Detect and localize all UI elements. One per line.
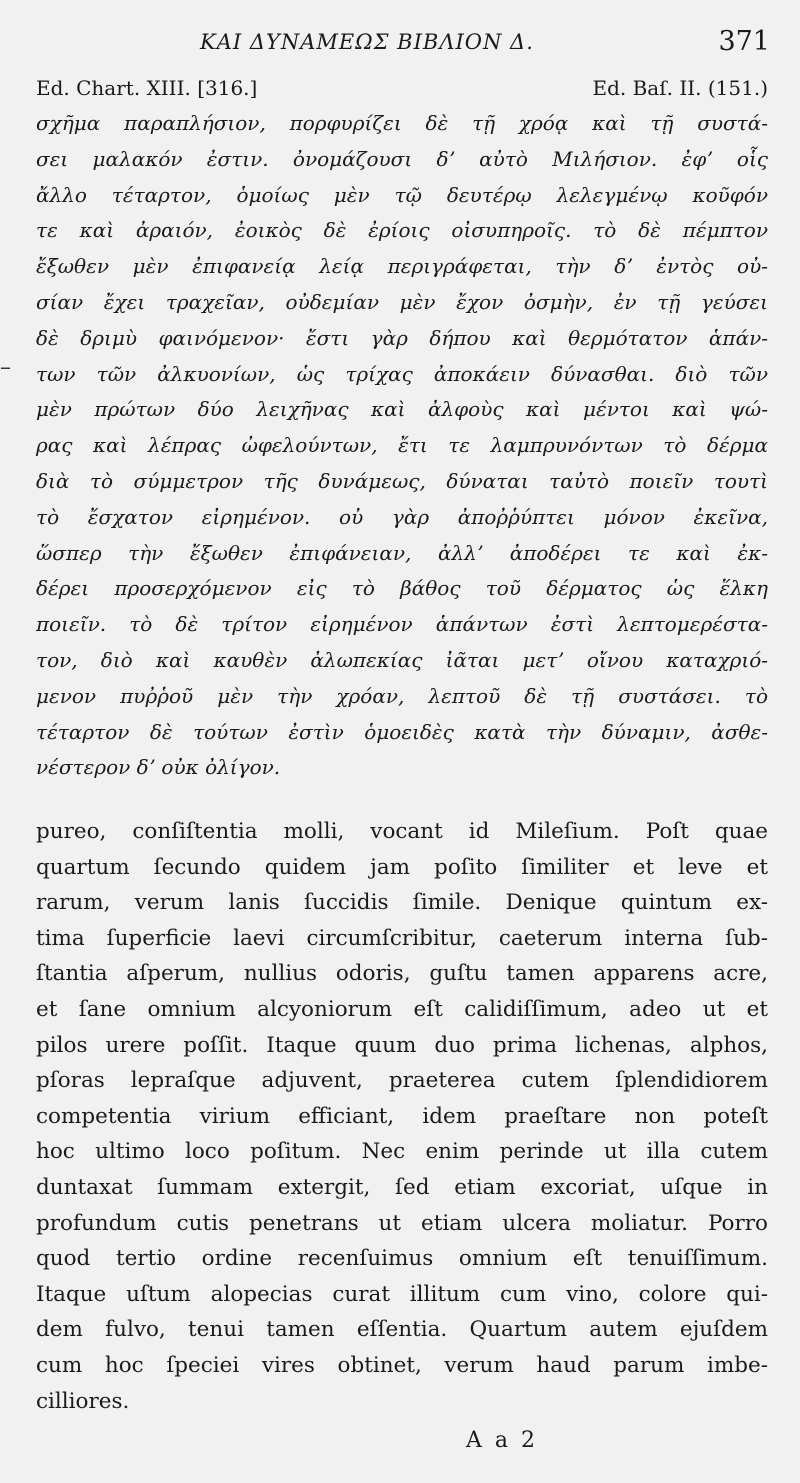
latin-text-line: quod tertio ordine recenſuimus omnium eſt tenuiſſimum. bbox=[36, 1246, 768, 1272]
signature-mark: A a 2 bbox=[466, 1428, 538, 1453]
greek-text-line: σίαν ἔχει τραχεῖαν, οὐδεμίαν μὲν ἔχον ὀσμὴν, ἐν τῇ γεύσει bbox=[36, 289, 768, 314]
greek-text-line: ὥσπερ τὴν ἔξωθεν ἐπιφάνειαν, ἀλλʼ ἀποδέρει τε καὶ ἐκ- bbox=[36, 540, 768, 565]
greek-text-line: των τῶν ἀλκυονίων, ὡς τρίχας ἀποκάειν δύνασθαι. διὸ τῶν bbox=[36, 361, 768, 386]
latin-text-line: dem fulvo, tenui tamen eſſentia. Quartum autem ejuſdem bbox=[36, 1317, 768, 1343]
greek-text-line: δέρει προσερχόμενον εἰς τὸ βάθος τοῦ δέρματος ὡς ἕλκη bbox=[36, 576, 768, 601]
latin-text-line: quartum ſecundo quidem jam poſito ſimiliter et leve et bbox=[36, 854, 768, 880]
greek-text-block bbox=[36, 106, 768, 786]
latin-text-line: cilliores. bbox=[36, 1388, 130, 1414]
greek-text-line: σχῆμα παραπλήσιον, πορφυρίζει δὲ τῇ χρόᾳ καὶ τῇ συστά- bbox=[36, 111, 768, 135]
latin-text-line: cum hoc ſpeciei vires obtinet, verum haud parum imbe- bbox=[36, 1352, 768, 1378]
greek-text-line: μὲν πρώτων δύο λειχῆνας καὶ ἀλφοὺς καὶ μέντοι καὶ ψώ- bbox=[36, 397, 768, 422]
latin-text-line: hoc ultimo loco poſitum. Nec enim perinde ut illa cutem bbox=[36, 1139, 768, 1165]
greek-text-line: ποιεῖν. τὸ δὲ τρίτον εἰρημένον ἁπάντων ἐστὶ λεπτομερέστα- bbox=[36, 612, 768, 637]
greek-text-line: ἔξωθεν μὲν ἐπιφανείᾳ λείᾳ περιγράφεται, τὴν δʼ ἐντὸς οὐ- bbox=[36, 254, 768, 279]
latin-text-block bbox=[36, 814, 768, 1419]
latin-text-line: competentia virium efficiant, idem praeſtare non poteſt bbox=[36, 1103, 768, 1129]
edition-basel: Ed. Baſ. II. (151.) bbox=[592, 76, 768, 100]
greek-text-line: μενον πυῤῥοῦ μὲν τὴν χρόαν, λεπτοῦ δὲ τῇ συστάσει. τὸ bbox=[36, 683, 768, 708]
greek-text-line: σει μαλακόν ἐστιν. ὀνομάζουσι δʼ αὐτὸ Μιλήσιον. ἐφʼ οἷς bbox=[36, 146, 768, 171]
greek-text-line: διὰ τὸ σύμμετρον τῆς δυνάμεως, δύναται ταὐτὸ ποιεῖν τουτὶ bbox=[36, 468, 768, 493]
greek-text-line: ἄλλο τέταρτον, ὁμοίως μὲν τῷ δευτέρῳ λελεγμένῳ κοῦφόν bbox=[36, 182, 768, 207]
latin-text-line: pſoras lepraſque adjuvent, praeterea cutem ſplendidiorem bbox=[36, 1068, 768, 1094]
edition-references bbox=[36, 76, 768, 104]
latin-text-line: tima ſuperficie laevi circumſcribitur, caeterum interna ſub- bbox=[36, 925, 768, 951]
latin-text-line: pureo, conſiſtentia molli, vocant id Mileſium. Poſt quae bbox=[36, 819, 768, 844]
greek-text-line: τον, διὸ καὶ καυθὲν ἀλωπεκίας ἰᾶται μετʼ οἴνου καταχριό- bbox=[36, 647, 768, 672]
running-head bbox=[0, 26, 800, 60]
running-title: ΚΑΙ ΔΥΝΑΜΕΩΣ ΒΙΒΛΙΟΝ Δ. bbox=[200, 30, 534, 54]
latin-text-line: Itaque uſtum alopecias curat illitum cum vino, colore qui- bbox=[36, 1281, 768, 1307]
greek-text-line: ρας καὶ λέπρας ὠφελούντων, ἔτι τε λαμπρυνόντων τὸ δέρμα bbox=[36, 433, 768, 458]
edition-chartier: Ed. Chart. XIII. [316.] bbox=[36, 76, 258, 100]
margin-mark: – bbox=[0, 355, 11, 380]
greek-text-line: δὲ δριμὺ φαινόμενον· ἔστι γὰρ δήπου καὶ θερμότατον ἁπάν- bbox=[36, 325, 768, 350]
page-number: 371 bbox=[718, 26, 770, 57]
latin-text-line: profundum cutis penetrans ut etiam ulcera moliatur. Porro bbox=[36, 1210, 768, 1236]
latin-text-line: rarum, verum lanis ſuccidis ſimile. Denique quintum ex- bbox=[36, 890, 768, 916]
latin-text-line: duntaxat ſummam extergit, ſed etiam excoriat, uſque in bbox=[36, 1174, 768, 1200]
greek-text-line: νέστερον δʼ οὐκ ὀλίγον. bbox=[36, 755, 281, 780]
latin-text-line: pilos urere poſſit. Itaque quum duo prima lichenas, alphos, bbox=[36, 1032, 768, 1058]
greek-text-line: τὸ ἔσχατον εἰρημένον. οὐ γὰρ ἀποῤῥύπτει μόνον ἐκεῖνα, bbox=[36, 504, 768, 529]
latin-text-line: et ſane omnium alcyoniorum eſt calidiſſimum, adeo ut et bbox=[36, 996, 768, 1022]
greek-text-line: τέταρτον δὲ τούτων ἐστὶν ὁμοειδὲς κατὰ τὴν δύναμιν, ἀσθε- bbox=[36, 719, 768, 744]
greek-text-line: τε καὶ ἀραιόν, ἐοικὸς δὲ ἐρίοις οἰσυπηροῖς. τὸ δὲ πέμπτον bbox=[36, 218, 768, 243]
latin-text-line: ſtantia aſperum, nullius odoris, guſtu tamen apparens acre, bbox=[36, 961, 768, 987]
